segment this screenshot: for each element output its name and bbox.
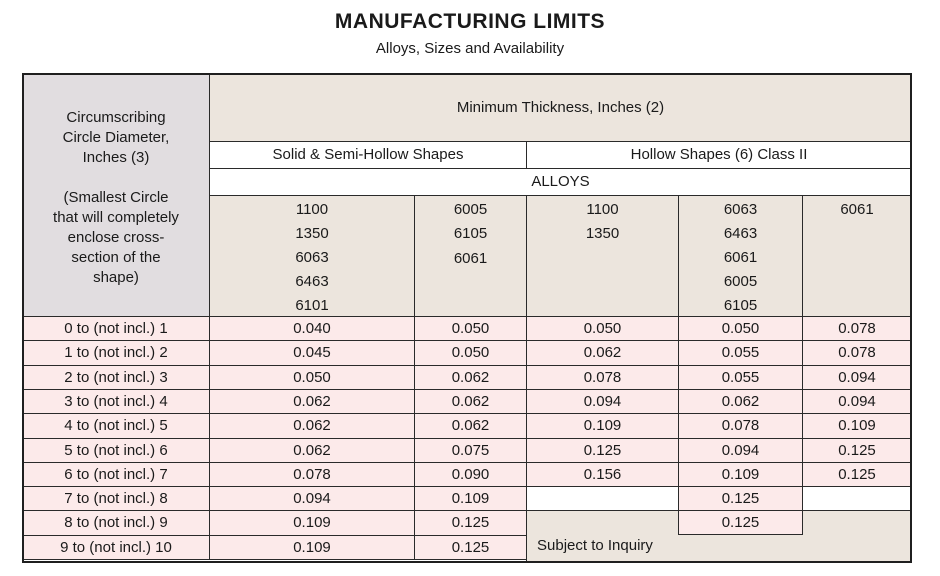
- row-range-label: 8 to (not incl.) 9: [22, 510, 210, 536]
- table-cell: 0.109: [209, 510, 415, 536]
- left-header-line: enclose cross-: [67, 229, 165, 246]
- table-cell: 0.050: [678, 316, 803, 341]
- row-range-label: 5 to (not incl.) 6: [22, 438, 210, 463]
- row-range-label: 7 to (not incl.) 8: [22, 486, 210, 511]
- left-header-line: Circle Diameter,: [62, 129, 170, 146]
- table-cell: 0.050: [414, 340, 527, 366]
- table-cell: 0.125: [802, 462, 912, 487]
- table-cell: 0.062: [414, 413, 527, 439]
- table-cell: 0.062: [526, 340, 679, 366]
- circle-diameter-header: [22, 73, 210, 317]
- row-range-label: 2 to (not incl.) 3: [22, 365, 210, 390]
- table-cell: 0.125: [414, 535, 527, 560]
- table-cell: 0.125: [526, 438, 679, 463]
- table-cell: 0.109: [526, 413, 679, 439]
- table-cell: 0.094: [802, 389, 912, 414]
- table-cell: 0.109: [802, 413, 912, 439]
- page-title: MANUFACTURING LIMITS: [334, 10, 606, 33]
- table-cell: 0.050: [526, 316, 679, 341]
- row-range-label: 9 to (not incl.) 10: [22, 535, 210, 560]
- alloy-list: 1100 1350 6063 6463 6101: [209, 195, 415, 317]
- alloy-list: 6063 6463 6061 6005 6105: [678, 195, 803, 317]
- alloy-list: 6061: [802, 195, 912, 317]
- table-cell: 0.040: [209, 316, 415, 341]
- table-cell: 0.062: [209, 413, 415, 439]
- table-cell: 0.125: [678, 510, 803, 535]
- table-cell: 0.125: [414, 510, 527, 536]
- min-thickness-header: Minimum Thickness, Inches (2): [209, 73, 912, 142]
- subject-to-inquiry: Subject to Inquiry: [526, 510, 912, 563]
- left-header-line: Circumscribing: [66, 109, 166, 126]
- row-range-label: 3 to (not incl.) 4: [22, 389, 210, 414]
- table-cell: 0.045: [209, 340, 415, 366]
- left-header-line: (Smallest Circle: [63, 189, 169, 206]
- table-cell: 0.055: [678, 340, 803, 366]
- table-cell: 0.062: [414, 365, 527, 390]
- table-cell: 0.109: [414, 486, 527, 511]
- table-cell: 0.075: [414, 438, 527, 463]
- table-cell: 0.090: [414, 462, 527, 487]
- left-header-line: section of the: [71, 249, 161, 266]
- alloy-list: 6005 6105 6061: [414, 195, 527, 317]
- table-cell: 0.078: [802, 340, 912, 366]
- table-cell: 0.055: [678, 365, 803, 390]
- solid-shapes-header: Solid & Semi-Hollow Shapes: [209, 141, 527, 169]
- table-cell: 0.062: [414, 389, 527, 414]
- table-cell: 0.109: [678, 462, 803, 487]
- table-cell: 0.078: [802, 316, 912, 341]
- table-cell: 0.094: [526, 389, 679, 414]
- row-range-label: 0 to (not incl.) 1: [22, 316, 210, 341]
- table-cell: 0.094: [678, 438, 803, 463]
- table-cell: 0.050: [414, 316, 527, 341]
- table-cell: 0.050: [209, 365, 415, 390]
- table-cell: 0.062: [209, 438, 415, 463]
- table-cell: 0.078: [526, 365, 679, 390]
- alloy-list: 1100 1350: [526, 195, 679, 317]
- table-cell: 0.094: [802, 365, 912, 390]
- row-range-label: 6 to (not incl.) 7: [22, 462, 210, 487]
- table-cell: 0.062: [209, 389, 415, 414]
- hollow-shapes-header: Hollow Shapes (6) Class II: [526, 141, 912, 169]
- table-cell: 0.156: [526, 462, 679, 487]
- row-range-label: 4 to (not incl.) 5: [22, 413, 210, 439]
- table-cell: 0.125: [678, 486, 803, 511]
- row-range-label: 1 to (not incl.) 2: [22, 340, 210, 366]
- table-cell: 0.125: [802, 438, 912, 463]
- alloys-header: ALLOYS: [209, 168, 912, 196]
- left-header-line: shape): [93, 269, 139, 286]
- table-cell: 0.109: [209, 535, 415, 560]
- table-cell: 0.078: [678, 413, 803, 439]
- left-header-line: Inches (3): [82, 149, 150, 166]
- table-cell: 0.078: [209, 462, 415, 487]
- table-cell: 0.094: [209, 486, 415, 511]
- page-subtitle: Alloys, Sizes and Availability: [375, 40, 565, 57]
- table-cell: 0.062: [678, 389, 803, 414]
- left-header-line: that will completely: [53, 209, 179, 226]
